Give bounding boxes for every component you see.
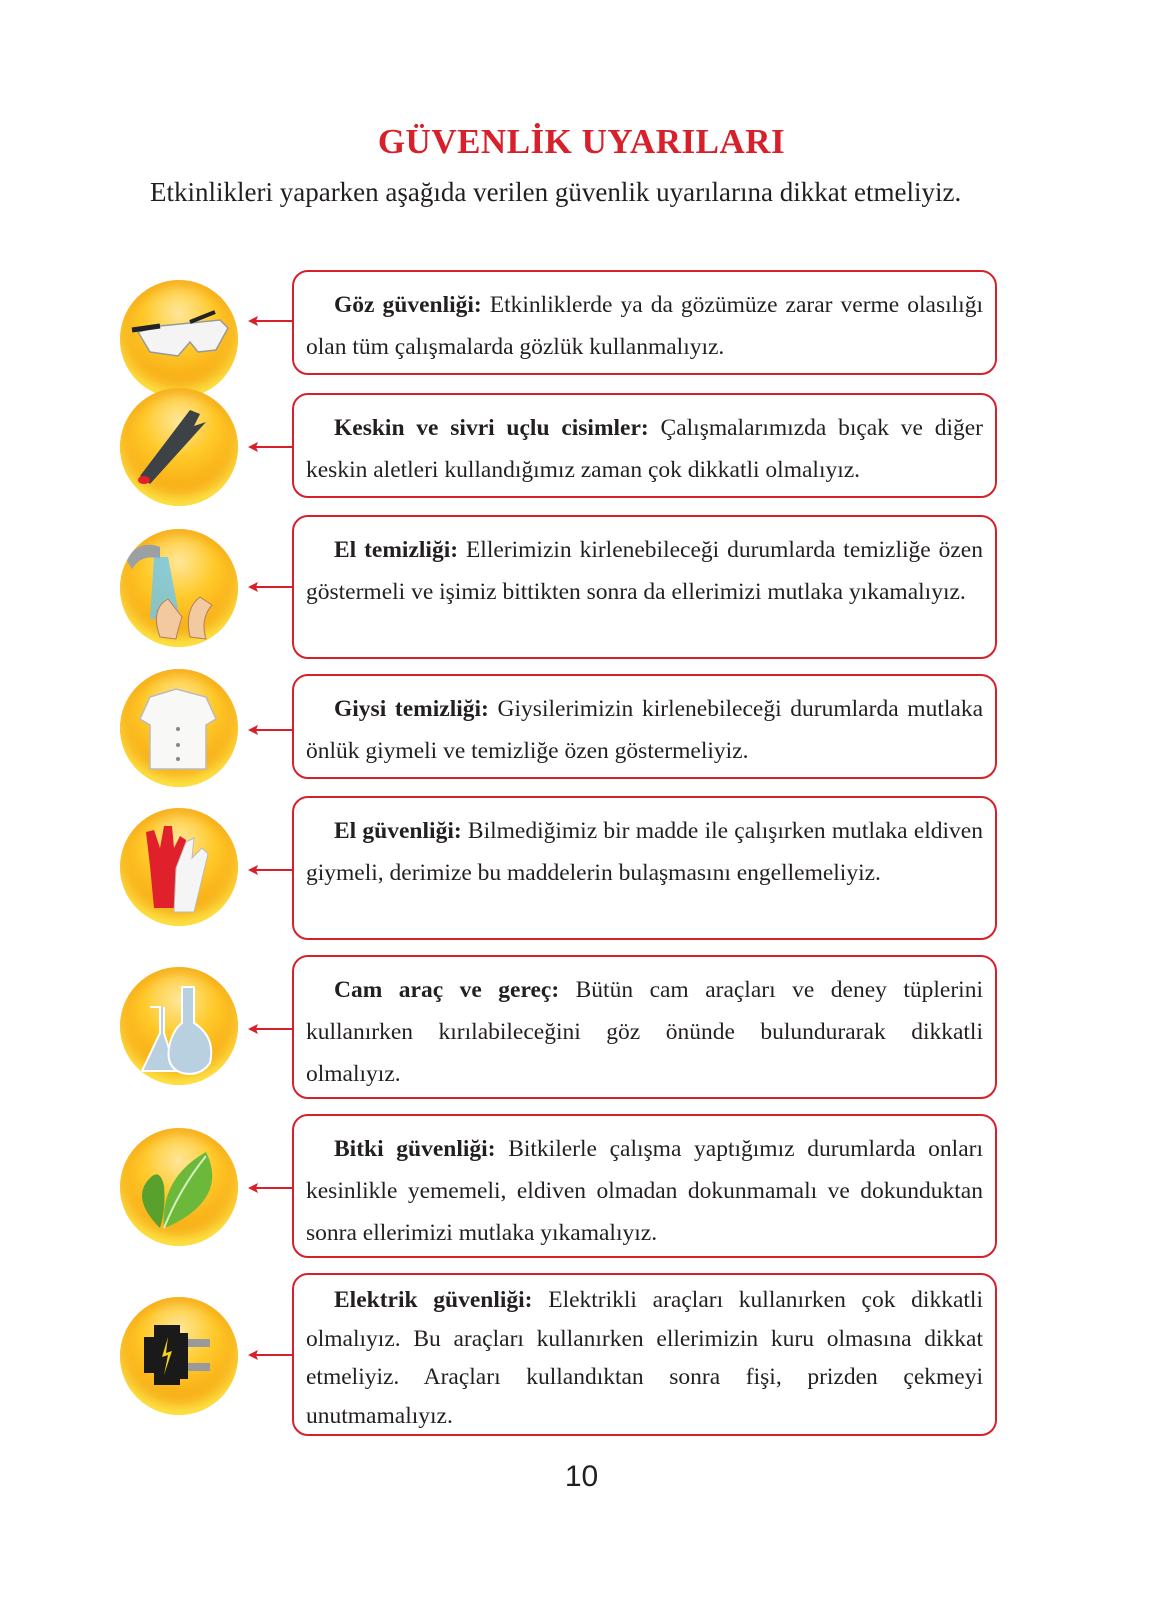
page-number: 10 [564,1460,599,1493]
arrow-icon [248,581,292,593]
intro-text: Etkinlikleri yaparken aşağıda verilen güvenlik uyarılarına dikkat etmeliyiz. [150,177,962,207]
warning-box: Giysi temizliği: Giysilerimizin kirlenebileceği durumlarda mutlaka önlük giymeli ve temizliğe özen göstermeliyiz. [292,674,997,779]
gloves-icon [120,808,238,926]
warning-box: Elektrik güvenliği: Elektrikli araçları kullanırken çok dikkatli olmalıyız. Bu araçları kullanırken ellerimizin kuru olmasına dikkat etmeliyiz. Araçları kullandıktan sonra fişi, prizden çekmeyi unutmamalıyız. [292,1273,997,1436]
warning-box: Göz güvenliği: Etkinliklerde ya da gözümüze zarar verme olasılığı olan tüm çalışmalarda gözlük kullanmalıyız. [292,270,997,375]
warning-box: El temizliği: Ellerimizin kirlenebileceği durumlarda temizliğe özen göstermeli ve işimiz bittikten sonra da ellerimizi mutlaka yıkamalıyız. [292,515,997,659]
arrow-icon [248,864,292,876]
warning-box: El güvenliği: Bilmediğimiz bir madde ile çalışırken mutlaka eldiven giymeli, derimize bu maddelerin bulaşmasını engellemeliyiz. [292,796,997,940]
arrow-icon [248,315,292,327]
leaf-icon [120,1128,238,1246]
warning-box: Keskin ve sivri uçlu cisimler: Çalışmalarımızda bıçak ve diğer keskin aletleri kullandığımız zaman çok dikkatli olmalıyız. [292,393,997,498]
electric-plug-icon [120,1297,238,1415]
lab-coat-icon [120,669,238,787]
glass-flask-icon [120,967,238,1085]
sharp-blade-icon [120,388,238,506]
page-title: GÜVENLİK UYARILARI [377,122,786,161]
warning-box: Bitki güvenliği: Bitkilerle çalışma yaptığımız durumlarda onları kesinlikle yememeli, eldiven olmadan dokunmamalı ve dokunduktan sonra ellerimizi mutlaka yıkamalıyız. [292,1114,997,1258]
arrow-icon [248,724,292,736]
intro-paragraph [112,170,1000,214]
hand-washing-icon [120,529,238,647]
arrow-icon [248,1182,292,1194]
warning-box: Cam araç ve gereç: Bütün cam araçları ve deney tüplerini kullanırken kırılabileceğini göz önünde bulundurarak dikkatli olmalıyız. [292,955,997,1099]
arrow-icon [248,1349,292,1361]
safety-goggles-icon [120,280,238,398]
arrow-icon [248,1023,292,1035]
arrow-icon [248,441,292,453]
